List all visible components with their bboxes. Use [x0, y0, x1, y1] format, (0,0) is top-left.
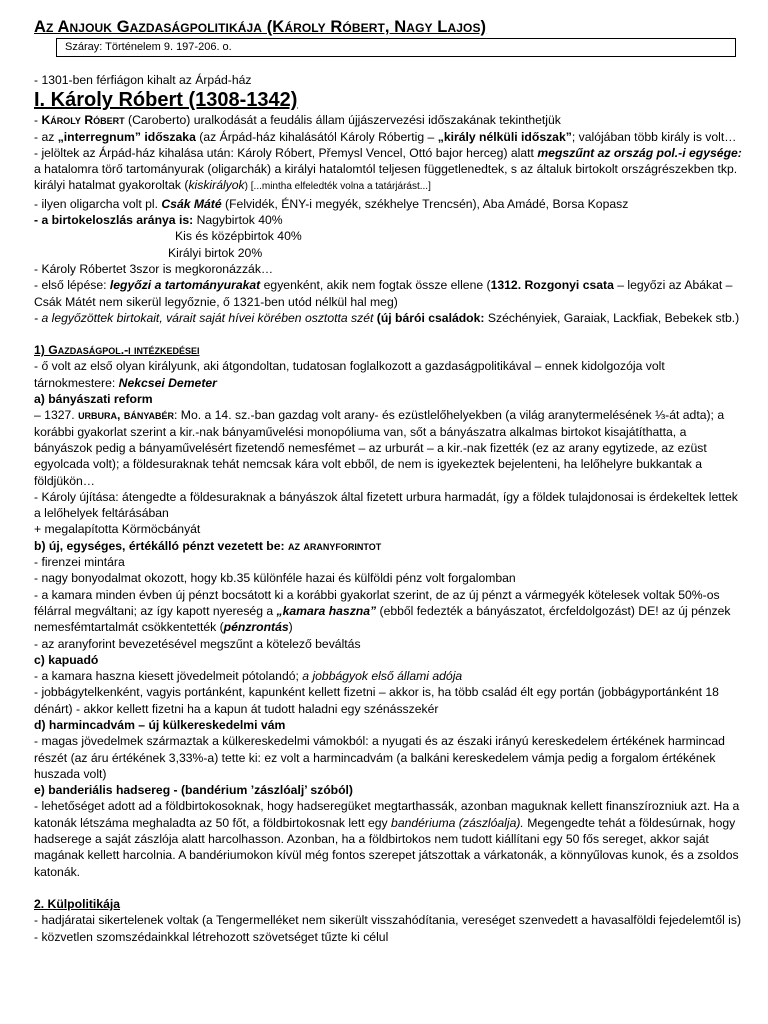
- intro-line: - 1301-ben férfiágon kihalt az Árpád-ház: [34, 73, 252, 87]
- text-line: – 1327. urbura, bányabér: Mo. a 14. sz.-ban gazdag volt arany- és ezüstlelőhelyekben (a világ aranytermelésének ⅓-át adta); a korábbi gyakorlat szerint a kir.-nak bányaművelési monopóliuma van, sőt a bányászatra alkalmas birtokot kisajátíthatta, a bányászok pedig a bányaművelésért fizetendő nemesfémet – az urburát – a kir.-nak fizették (ez az arany egytizede, az ezüst egyolcada volt); a földesuraknak tehát nemcsak kára volt ebből, de nem is igyekeztek bejelenteni, ha lelőhelyre bukkantak a földjükön…: [34, 408, 725, 488]
- spacer: [34, 326, 742, 342]
- text-line: - nagy bonyodalmat okozott, hogy kb.35 különféle hazai és külföldi pénz volt forgalomban: [34, 571, 516, 586]
- text-line: - ilyen oligarcha volt pl. Csák Máté (Felvidék, ÉNY-i megyék, székhelye Trencsén), Aba Amádé, Borsa Kopasz: [34, 196, 629, 211]
- text-line: - ő volt az első olyan királyunk, aki átgondoltan, tudatosan foglalkozott a gazdaságpolitikával – ennek kidolgozója volt tárnokmestere: Nekcsei Demeter: [34, 359, 665, 390]
- text-line: - jobbágytelkenként, vagyis portánként, kapunként kellett fizetni – akkor is, ha több család élt egy portán (jobbágyportánként 18 dénárt) - akkor kellett fizetni ha a kapun át tudott haladni egy szénásszekér: [34, 685, 719, 716]
- text-line: - hadjáratai sikertelenek voltak (a Tengermelléket nem sikerült visszahódítania, vereséget szenvedett a havasalföldi fejedelemtől is): [34, 913, 742, 928]
- section-heading: I. Károly Róbert (1308-1342): [34, 89, 298, 112]
- text-line: - Károly újítása: átengedte a földesuraknak a bányászok által fizetett urbura harmadát, így a földek tulajdonosai is érdekeltek lettek a lelőhelyek feltárásában: [34, 489, 738, 521]
- text-line: - jelöltek az Árpád-ház kihalása után: Károly Róbert, Přemysl Vencel, Ottó bajor herceg) alatt megszűnt az ország pol.-i egysége: a hatalomra törő tartományurak (oligarchák) a királyi hatalomtól teljesen függetlenedtek, s az általuk birtokolt országrészekben tkp. királyi hatalmat gyakoroltak (kiskirályok) [...mintha elfeledték volna a tatárjárást...]: [34, 145, 742, 193]
- item-heading: d) harmincadvám – új külkereskedelmi vám: [34, 717, 286, 732]
- text-line: - firenzei mintára: [34, 555, 125, 570]
- spacer: [34, 880, 742, 896]
- item-heading: c) kapuadó: [34, 652, 99, 667]
- text-line: - az „interregnum” időszaka (az Árpád-ház kihalásától Károly Róbertig – „király nélküli időszak”; valójában több király is volt…: [34, 129, 737, 144]
- text-line: - lehetőséget adott ad a földbirtokosoknak, hogy hadseregüket megtarthassák, azonban maguknak kellett finanszírozniuk azt. Ha a katonák létszáma meghaladta az 50 főt, a földbirtokosnak lett egy bandériuma (zászlóalja). Megengedte tehát a földesúrnak, hogy hadserege a saját zászlója alatt harcolhasson. Azonban, ha a földbirtokos nem tudott kiállítani egy 50 fős sereget, akkor saját magának kellett harcolnia. A bandériumokon kívül még fontos szerepet játszottak a várkatonák, a könnyűlovas kunok, és a zsoldos katonák.: [34, 799, 740, 879]
- text-line: - Károly Róbert (Caroberto) uralkodását a feudális állam újjászervezési időszakának tekinthetjük: [34, 113, 561, 128]
- source-reference-box: [56, 38, 736, 57]
- subsection-heading: 2. Külpolitikája: [34, 896, 121, 911]
- item-heading: e) banderiális hadsereg - (bandérium ’zászlóalj’ szóból): [34, 783, 353, 798]
- text-line: - a kamara minden évben új pénzt bocsátott ki a korábbi gyakorlat szerint, de az új pénzt a vármegyék kötelesek voltak 50%-os félárral megváltani; az így kapott nyereség a „kamara haszna” (ebből fedezték a bányászatot, ércfeldolgozást) DE! az új pénzek nemesfémtartalmát csökkentették (pénzrontás): [34, 587, 731, 635]
- source-reference: Száray: Történelem 9. 197-206. o.: [65, 41, 232, 53]
- text-line: + megalapította Körmöcbányát: [34, 522, 201, 537]
- text-line: - a birtokeloszlás aránya is: Nagybirtok 40%: [34, 213, 283, 228]
- text-line: - első lépése: legyőzi a tartományurakat egyenként, akik nem fogtak össze ellene (1312. Rozgonyi csata – legyőzi az Abákat – Csák Mátét nem sikerül legyőznie, ő 1321-ben utód nélkül hal meg): [34, 278, 733, 309]
- item-heading: b) új, egységes, értékálló pénzt vezetett be: az aranyforintot: [34, 538, 382, 553]
- item-heading: a) bányászati reform: [34, 392, 153, 407]
- document-body: [34, 72, 742, 945]
- subsection-heading: 1) Gazdaságpol.-i intézkedései: [34, 343, 200, 358]
- text-line: - Károly Róbertet 3szor is megkoronázzák…: [34, 261, 274, 276]
- text-line: - a legyőzöttek birtokait, várait saját hívei körében osztotta szét (új bárói családok: Széchényiek, Garaiak, Lackfiak, Bebekek stb.): [34, 310, 740, 325]
- text-line: Királyi birtok 20%: [168, 245, 263, 260]
- text-line: Kis és középbirtok 40%: [175, 229, 302, 244]
- text-line: - közvetlen szomszédainkkal létrehozott szövetséget tűzte ki célul: [34, 929, 389, 944]
- text-line: - a kamara haszna kiesett jövedelmeit pótolandó; a jobbágyok első állami adója: [34, 669, 463, 684]
- document-title: Az Anjouk Gazdaságpolitikája (Károly Róbert, Nagy Lajos): [34, 18, 487, 36]
- text-line: - az aranyforint bevezetésével megszűnt a kötelező beváltás: [34, 636, 361, 651]
- text-line: - magas jövedelmek származtak a külkereskedelmi vámokból: a nyugati és az északi irányú kereskedelem értékének harmincad részét (az áru értékének 3,33%-a) tette ki: ez volt a harmincadvám (a balkáni kereskedelem vámja pedig a forgalom értékének huszada volt): [34, 734, 725, 781]
